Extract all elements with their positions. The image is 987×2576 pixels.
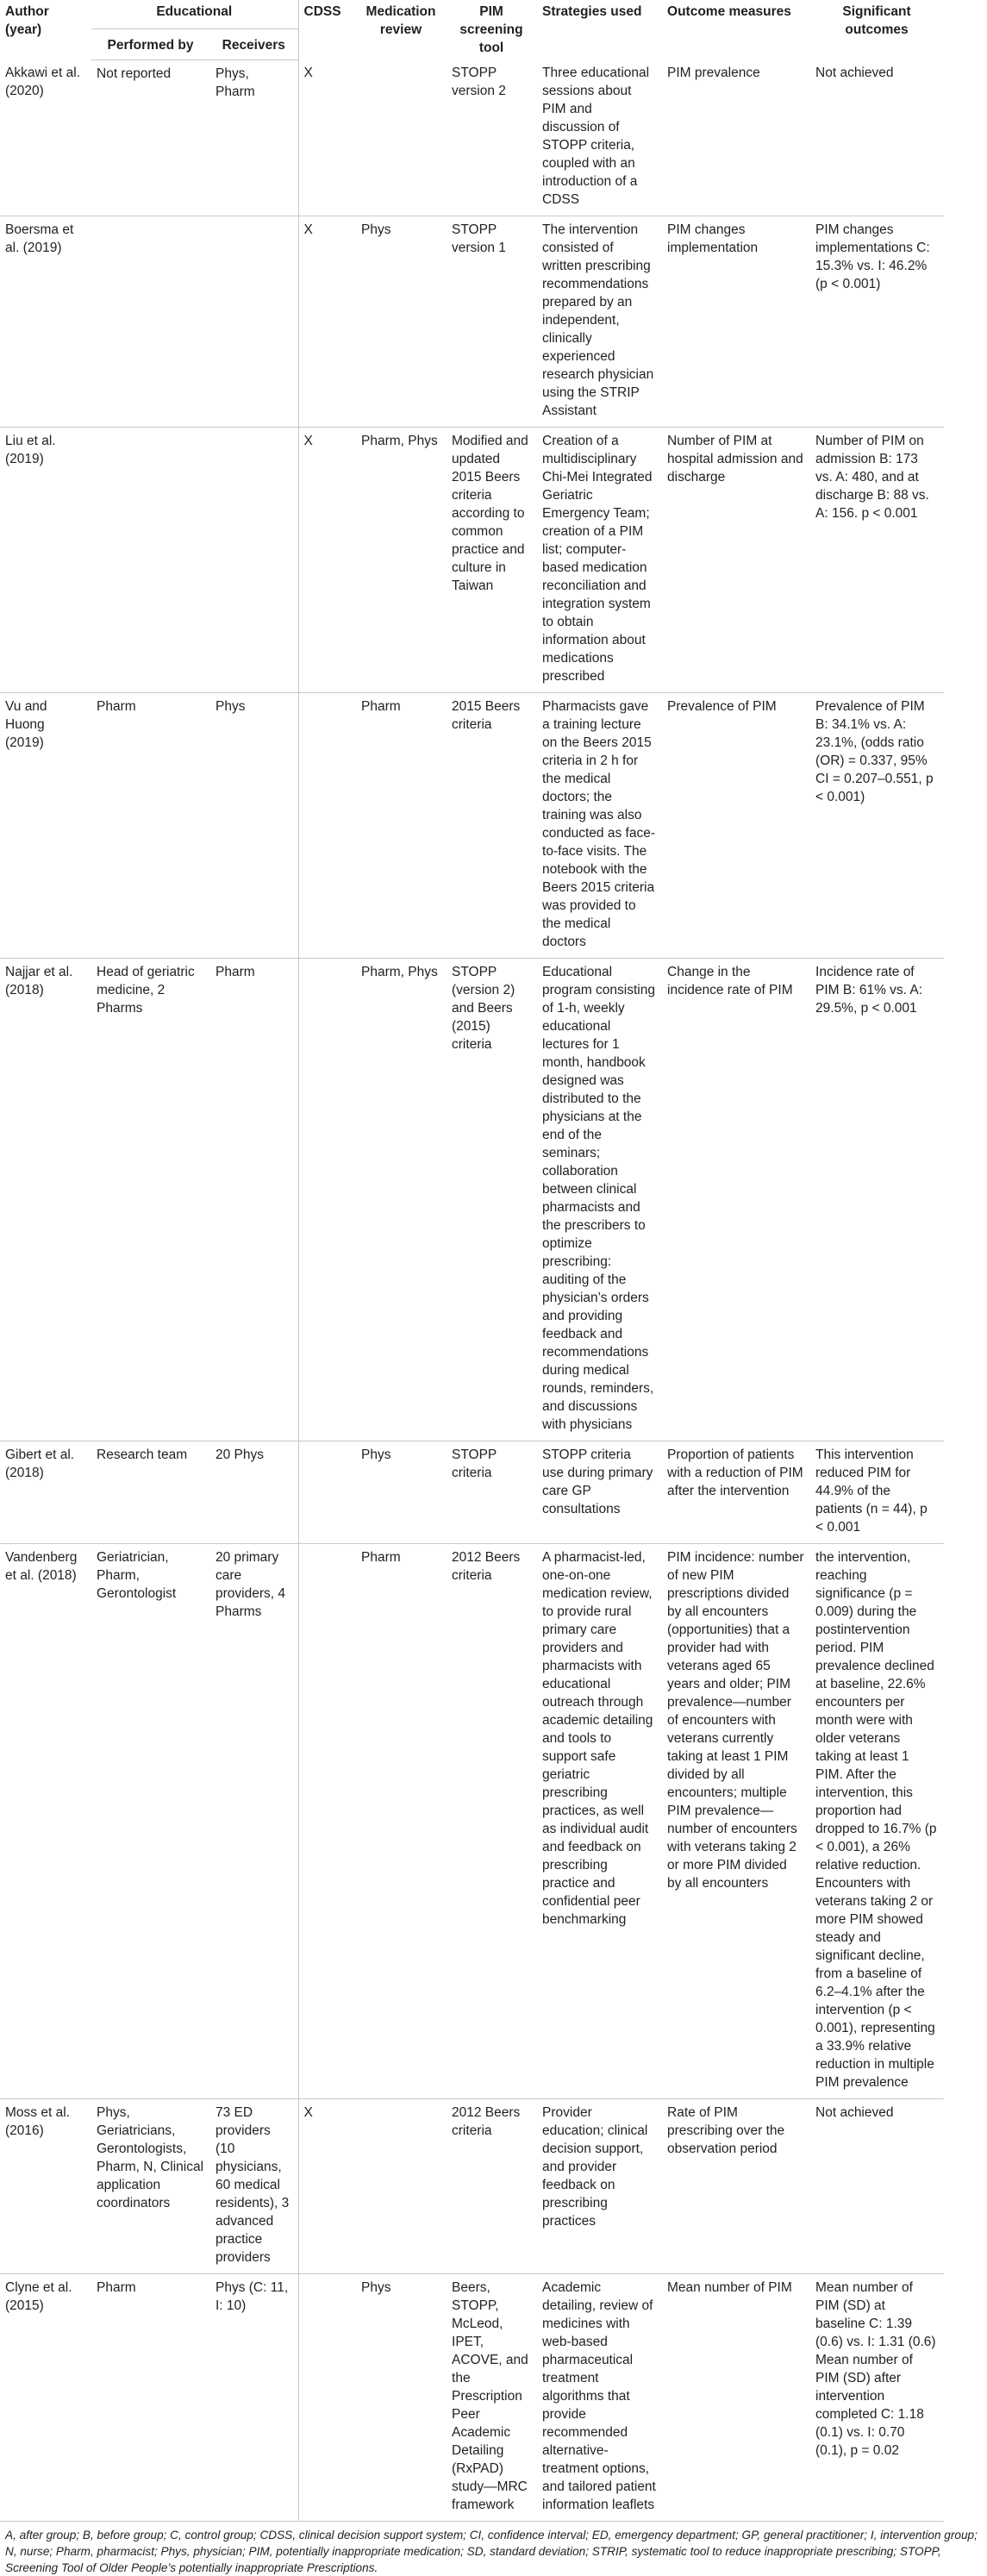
cell-receivers: 20 Phys xyxy=(210,1441,298,1544)
header-educational: Educational xyxy=(91,0,298,28)
cell-cdss xyxy=(298,959,356,1441)
table-body xyxy=(0,59,987,2522)
cell-outcomes: Rate of PIM prescribing over the observation period xyxy=(662,2099,810,2274)
cell-author: Vandenberg et al. (2018) xyxy=(0,1544,91,2099)
cell-pim-tool: 2015 Beers criteria xyxy=(447,693,537,959)
cell-pim-tool: STOPP version 1 xyxy=(447,216,537,428)
cell-cdss xyxy=(298,1441,356,1544)
cell-strategies: STOPP criteria use during primary care GP consultations xyxy=(537,1441,662,1544)
cell-medication-review: Phys xyxy=(356,1441,447,1544)
header-pim-tool: PIM screening tool xyxy=(459,4,523,55)
cell-outcomes: Number of PIM at hospital admission and discharge xyxy=(662,428,810,693)
header-performed-by: Performed by xyxy=(91,28,210,59)
cell-strategies: The intervention consisted of written prescribing recommendations prepared by an independent, clinically experienced research physician using the STRIP Assistant xyxy=(537,216,662,428)
cell-outcomes: Prevalence of PIM xyxy=(662,693,810,959)
cell-pim-tool: STOPP version 2 xyxy=(447,59,537,216)
cell-medication-review xyxy=(356,59,447,216)
cell-author: Boersma et al. (2019) xyxy=(0,216,91,428)
cell-outcomes: PIM prevalence xyxy=(662,59,810,216)
table-row xyxy=(0,1544,987,2099)
cell-pim-tool: Beers, STOPP, McLeod, IPET, ACOVE, and the Prescription Peer Academic Detailing (RxPAD) study—MRC framework xyxy=(447,2274,537,2522)
table-row xyxy=(0,1441,987,1544)
cell-medication-review: Pharm, Phys xyxy=(356,428,447,693)
cell-pim-tool: 2012 Beers criteria xyxy=(447,1544,537,2099)
table-row xyxy=(0,2099,987,2274)
cell-significant: PIM changes implementations C: 15.3% vs. I: 46.2% (p < 0.001) xyxy=(810,216,944,428)
header-receivers: Receivers xyxy=(210,28,298,59)
cell-strategies: Pharmacists gave a training lecture on the Beers 2015 criteria in 2 h for the medical doctors; the training was also conducted as face-to-face visits. The notebook with the Beers 2015 criteria was provided to the medical doctors xyxy=(537,693,662,959)
table-footnote: A, after group; B, before group; C, control group; CDSS, clinical decision support system; CI, confidence interval; ED, emergency department; GP, general practitioner; I, intervention group; N, nurse; Pharm, pharmacist; Phys, physician; PIM, potentially inappropriate medication; SD, standard deviation; STRIP, systematic tool to reduce inappropriate prescribing; STOPP, Screening Tool of Older People’s potentially inappropriate Prescriptions. xyxy=(5,2529,978,2574)
header-medication-review: Medication review xyxy=(365,4,436,37)
header-significant: Significant outcomes xyxy=(842,4,911,37)
cell-performed-by: Not reported xyxy=(91,59,210,216)
cell-significant: Mean number of PIM (SD) at baseline C: 1.39 (0.6) vs. I: 1.31 (0.6) Mean number of PIM (SD) after intervention completed C: 1.18 (0.1) vs. I: 0.70 (0.1), p = 0.02 xyxy=(810,2274,944,2522)
cell-significant: This intervention reduced PIM for 44.9% of the patients (n = 44), p < 0.001 xyxy=(810,1441,944,1544)
cell-medication-review: Pharm, Phys xyxy=(356,959,447,1441)
cell-receivers: Pharm xyxy=(210,959,298,1441)
cell-strategies: Provider education; clinical decision support, and provider feedback on prescribing practices xyxy=(537,2099,662,2274)
cell-significant: the intervention, reaching significance (p = 0.009) during the postintervention period. PIM prevalence declined at baseline, 22.6% encounters per month were with older veterans taking at least 1 PIM. After the intervention, this proportion had dropped to 16.7% (p < 0.001), a 26% relative reduction. Encounters with veterans taking 2 or more PIM showed steady and significant decline, from a baseline of 6.2–4.1% after the intervention (p < 0.001), representing a 33.9% relative reduction in multiple PIM prevalence xyxy=(810,1544,944,2099)
cell-pim-tool: 2012 Beers criteria xyxy=(447,2099,537,2274)
table-row xyxy=(0,216,987,428)
cell-author: Clyne et al. (2015) xyxy=(0,2274,91,2522)
cell-receivers: Phys, Pharm xyxy=(210,59,298,216)
cell-cdss xyxy=(298,2274,356,2522)
cell-strategies: Creation of a multidisciplinary Chi-Mei Integrated Geriatric Emergency Team; creation of a PIM list; computer-based medication reconciliation and integration system to obtain information about medications prescribed xyxy=(537,428,662,693)
cell-pim-tool: STOPP criteria xyxy=(447,1441,537,1544)
cell-strategies: Three educational sessions about PIM and discussion of STOPP criteria, coupled with an introduction of a CDSS xyxy=(537,59,662,216)
cell-receivers: Phys (C: 11, I: 10) xyxy=(210,2274,298,2522)
cell-author: Gibert et al. (2018) xyxy=(0,1441,91,1544)
cell-strategies: A pharmacist-led, one-on-one medication review, to provide rural primary care providers and pharmacists with educational outreach through academic detailing and tools to support safe geriatric prescribing practices, as well as individual audit and feedback on prescribing practice and confidential peer benchmarking xyxy=(537,1544,662,2099)
cell-receivers xyxy=(210,216,298,428)
cell-medication-review: Phys xyxy=(356,216,447,428)
table-row xyxy=(0,693,987,959)
cell-cdss: X xyxy=(298,59,356,216)
cell-strategies: Academic detailing, review of medicines with web-based pharmaceutical treatment algorithms that provide recommended alternative-treatment options, and tailored patient information leaflets xyxy=(537,2274,662,2522)
cell-outcomes: PIM changes implementation xyxy=(662,216,810,428)
cell-significant: Incidence rate of PIM B: 61% vs. A: 29.5%, p < 0.001 xyxy=(810,959,944,1441)
header-strategies: Strategies used xyxy=(542,4,642,19)
cell-performed-by: Research team xyxy=(91,1441,210,1544)
cell-cdss xyxy=(298,1544,356,2099)
cell-medication-review: Pharm xyxy=(356,1544,447,2099)
cell-medication-review: Pharm xyxy=(356,693,447,959)
table-row xyxy=(0,2274,987,2522)
cell-significant: Prevalence of PIM B: 34.1% vs. A: 23.1%, (odds ratio (OR) = 0.337, 95% CI = 0.207–0.551, p < 0.001) xyxy=(810,693,944,959)
cell-author: Akkawi et al. (2020) xyxy=(0,59,91,216)
cell-medication-review: Phys xyxy=(356,2274,447,2522)
cell-author: Vu and Huong (2019) xyxy=(0,693,91,959)
cell-receivers xyxy=(210,428,298,693)
table-row xyxy=(0,959,987,1441)
cell-author: Liu et al. (2019) xyxy=(0,428,91,693)
cell-performed-by: Head of geriatric medicine, 2 Pharms xyxy=(91,959,210,1441)
cell-cdss: X xyxy=(298,216,356,428)
cell-significant: Not achieved xyxy=(810,59,944,216)
cell-outcomes: PIM incidence: number of new PIM prescriptions divided by all encounters (opportunities) that a provider had with veterans aged 65 years and older; PIM prevalence—number of encounters with veterans currently taking at least 1 PIM divided by all encounters; multiple PIM prevalence—number of encounters with veterans taking 2 or more PIM divided by all encounters xyxy=(662,1544,810,2099)
cell-receivers: 20 primary care providers, 4 Pharms xyxy=(210,1544,298,2099)
header-outcomes: Outcome measures xyxy=(667,4,791,19)
cell-significant: Not achieved xyxy=(810,2099,944,2274)
cell-outcomes: Proportion of patients with a reduction of PIM after the intervention xyxy=(662,1441,810,1544)
cell-performed-by xyxy=(91,216,210,428)
cell-cdss xyxy=(298,693,356,959)
cell-outcomes: Mean number of PIM xyxy=(662,2274,810,2522)
cell-cdss: X xyxy=(298,428,356,693)
cell-performed-by xyxy=(91,428,210,693)
header-cdss: CDSS xyxy=(298,0,356,59)
cell-pim-tool: STOPP (version 2) and Beers (2015) criteria xyxy=(447,959,537,1441)
cell-outcomes: Change in the incidence rate of PIM xyxy=(662,959,810,1441)
cell-performed-by: Pharm xyxy=(91,693,210,959)
cell-pim-tool: Modified and updated 2015 Beers criteria according to common practice and culture in Taiwan xyxy=(447,428,537,693)
cell-performed-by: Phys, Geriatricians, Gerontologists, Pharm, N, Clinical application coordinators xyxy=(91,2099,210,2274)
table-row xyxy=(0,428,987,693)
cell-cdss: X xyxy=(298,2099,356,2274)
cell-receivers: Phys xyxy=(210,693,298,959)
cell-author: Najjar et al. (2018) xyxy=(0,959,91,1441)
cell-author: Moss et al. (2016) xyxy=(0,2099,91,2274)
cell-significant: Number of PIM on admission B: 173 vs. A: 480, and at discharge B: 88 vs. A: 156. p < 0.001 xyxy=(810,428,944,693)
header-author: Author (year) xyxy=(5,4,49,37)
cell-performed-by: Geriatrician, Pharm, Gerontologist xyxy=(91,1544,210,2099)
cell-receivers: 73 ED providers (10 physicians, 60 medical residents), 3 advanced practice providers xyxy=(210,2099,298,2274)
table-row xyxy=(0,59,987,216)
cell-strategies: Educational program consisting of 1-h, weekly educational lectures for 1 month, handbook designed was distributed to the physicians at the end of the seminars; collaboration between clinical pharmacists and the prescribers to optimize prescribing: auditing of the physician’s orders and providing feedback and recommendations during medical rounds, reminders, and discussions with physicians xyxy=(537,959,662,1441)
table-header xyxy=(0,0,987,59)
cell-performed-by: Pharm xyxy=(91,2274,210,2522)
cell-medication-review xyxy=(356,2099,447,2274)
